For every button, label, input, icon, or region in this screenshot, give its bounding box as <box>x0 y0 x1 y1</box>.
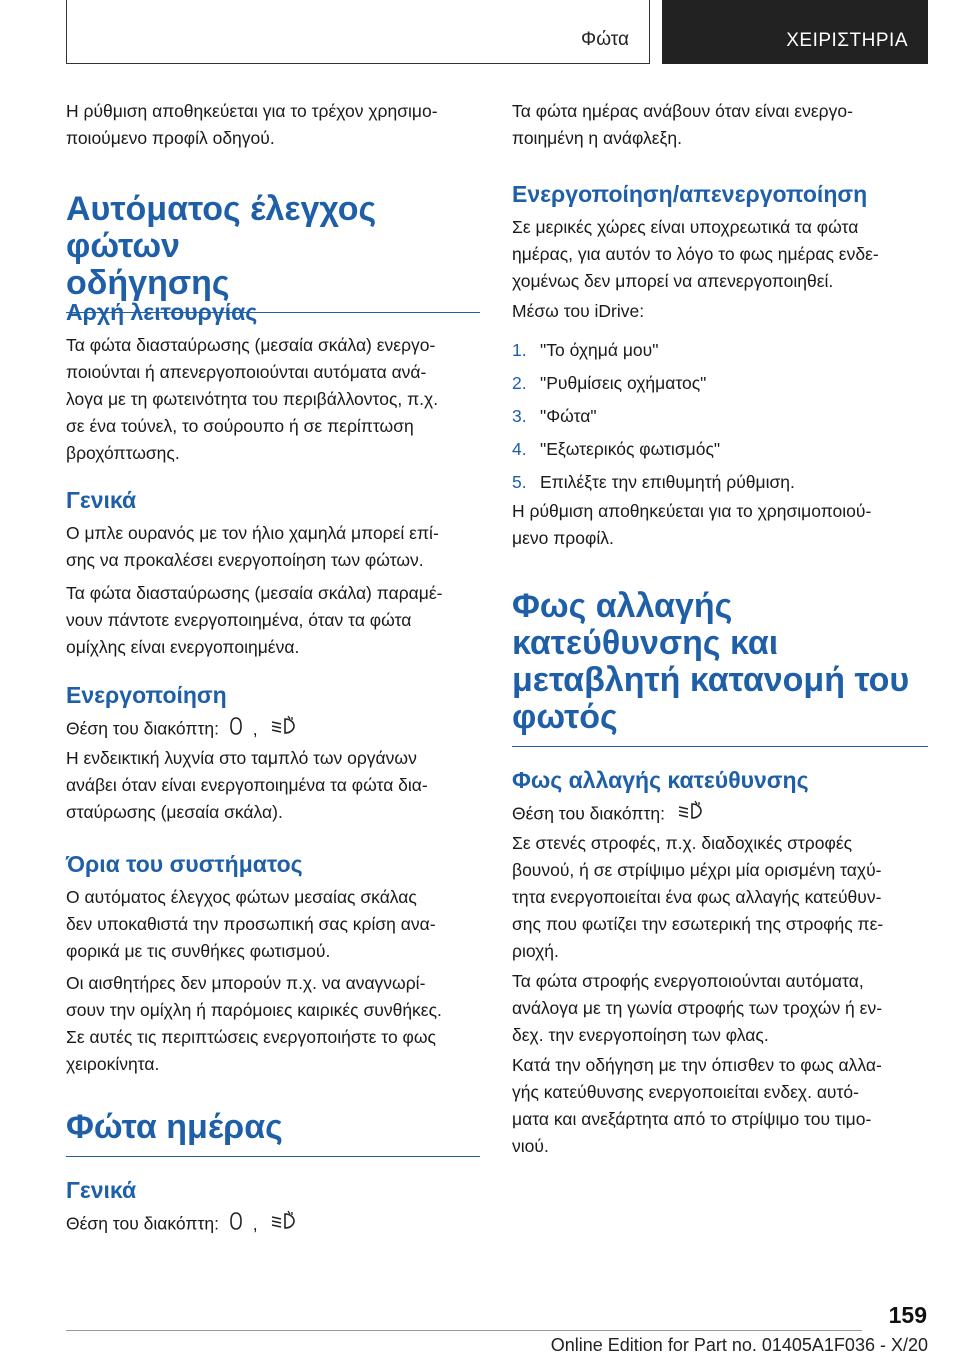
edition-footer: Online Edition for Part no. 01405A1F036 - X/20 <box>550 1335 928 1355</box>
cornering-paragraph-3: Κατά την οδήγηση με την όπισθεν το φως αλλα‐ γής κατεύθυνσης ενεργοποιείται ενδεχ. αυτό‐ ματα και ανεξάρτητα από το στρίψιμο του τιμο‐ νιού. <box>512 1055 882 1156</box>
heading-general: Γενικά <box>66 487 137 513</box>
idrive-steps-list <box>512 334 928 499</box>
via-idrive-line: Μέσω του iDrive: <box>512 301 645 321</box>
low-beam-icon <box>269 1210 297 1240</box>
limits-paragraph-2: Οι αισθητήρες δεν μπορούν π.χ. να αναγνωρί‐ σουν την ομίχλη ή παρόμοιες καιρικές συνθήκες. Σε αυτές τις περιπτώσεις ενεργοποιήστε το φως χειροκίνητα. <box>66 973 442 1074</box>
heading-cornering-lights: Φως αλλαγής κατεύθυνσης και μεταβλητή κατανομή του φωτός <box>512 588 928 747</box>
page-header <box>66 0 928 66</box>
heading-general-2: Γενικά <box>66 1177 137 1203</box>
heading-principle: Αρχή λειτουργίας <box>66 299 258 325</box>
section-tab <box>66 0 650 64</box>
list-item: 4. "Εξωτερικός φωτισμός" <box>512 439 721 459</box>
page-number: 159 <box>888 1302 927 1328</box>
chapter-tab <box>662 0 928 64</box>
cornering-paragraph-2: Τα φώτα στροφής ενεργοποιούνται αυτόματα, ανάλογα με τη γωνία στροφής των τροχών ή εν‐ δεχ. την ενεργοποίηση των φλας. <box>512 971 883 1045</box>
section-title: Φώτα <box>581 29 629 50</box>
low-beam-icon <box>676 800 704 830</box>
cornering-paragraph-1: Σε στενές στροφές, π.χ. διαδοχικές στροφές βουνού, ή σε στρίψιμο μέχρι μία ορισμένη ταχύ‐ τητα ενεργοποιείται ένα φως αλλαγής κατεύθυν‐ σης που φωτίζει την εσωτερική της στροφής πε‐ ριοχή. <box>512 833 884 961</box>
list-item: 2. "Ρυθμίσεις οχήματος" <box>512 373 707 393</box>
heading-on-off: Ενεργοποίηση/απενεργοποίηση <box>512 181 868 207</box>
list-item: 3. "Φώτα" <box>512 406 597 426</box>
footer-divider <box>66 1330 862 1331</box>
on-off-paragraph: Σε μερικές χώρες είναι υποχρεωτικά τα φώτα ημέρας, για αυτόν το λόγο το φως ημέρας ενδε‐ χομένως δεν μπορεί να απενεργοποιηθεί. <box>512 217 879 291</box>
limits-paragraph-1: Ο αυτόματος έλεγχος φώτων μεσαίας σκάλας δεν υποκαθιστά την προσωπική σας κρίση ανα‐ φορικά με τις συνθήκες φωτισμού. <box>66 887 436 961</box>
daytime-intro-paragraph: Τα φώτα ημέρας ανάβουν όταν είναι ενεργο‐ ποιημένη η ανάφλεξη. <box>512 101 853 148</box>
activation-paragraph: Η ενδεικτική λυχνία στο ταμπλό των οργάνων ανάβει όταν είναι ενεργοποιημένα τα φώτα δια‐ σταύρωσης (μεσαία σκάλα). <box>66 748 428 822</box>
principle-paragraph: Τα φώτα διασταύρωσης (μεσαία σκάλα) ενεργο‐ ποιούνται ή απενεργοποιούνται αυτόματα ανά‐ λογα με τη φωτεινότητα του περιβάλλοντος, π.χ. σε ένα τούνελ, το σούρουπο ή σε περίπτωση βροχόπτωσης. <box>66 335 439 463</box>
list-item: 5. Επιλέξτε την επιθυμητή ρύθμιση. <box>512 472 795 492</box>
heading-cornering-light: Φως αλλαγής κατεύθυνσης <box>512 767 809 793</box>
switch-position-line-3: Θέση του διακόπτη: <box>512 800 928 830</box>
auto-light-switch-icon <box>230 716 242 744</box>
low-beam-icon <box>269 715 297 745</box>
list-item: 1. "Το όχημά μου" <box>512 340 659 360</box>
saved-profile-paragraph: Η ρύθμιση αποθηκεύεται για το χρησιμοποιού‐ μενο προφίλ. <box>512 501 872 548</box>
switch-position-line: Θέση του διακόπτη: , <box>66 715 480 745</box>
switch-position-line-2: Θέση του διακόπτη: , <box>66 1210 480 1240</box>
general-paragraph-2: Τα φώτα διασταύρωσης (μεσαία σκάλα) παραμέ‐ νουν πάντοτε ενεργοποιημένα, όταν τα φώτα ομίχλης είναι ενεργοποιημένα. <box>66 583 443 657</box>
intro-paragraph: Η ρύθμιση αποθηκεύεται για το τρέχον χρησιμο‐ ποιούμενο προφίλ οδηγού. <box>66 101 438 148</box>
general-paragraph-1: Ο μπλε ουρανός με τον ήλιο χαμηλά μπορεί επί‐ σης να προκαλέσει ενεργοποίηση των φώτων. <box>66 523 439 570</box>
auto-light-switch-icon <box>230 1211 242 1239</box>
heading-activation: Ενεργοποίηση <box>66 682 227 708</box>
heading-system-limits: Όρια του συστήματος <box>66 851 303 877</box>
heading-daytime-lights: Φώτα ημέρας <box>66 1109 480 1157</box>
heading-auto-lights: Αυτόματος έλεγχος φώτων οδήγησης <box>66 191 480 313</box>
chapter-title: ΧΕΙΡΙΣΤΗΡΙΑ <box>786 30 908 51</box>
